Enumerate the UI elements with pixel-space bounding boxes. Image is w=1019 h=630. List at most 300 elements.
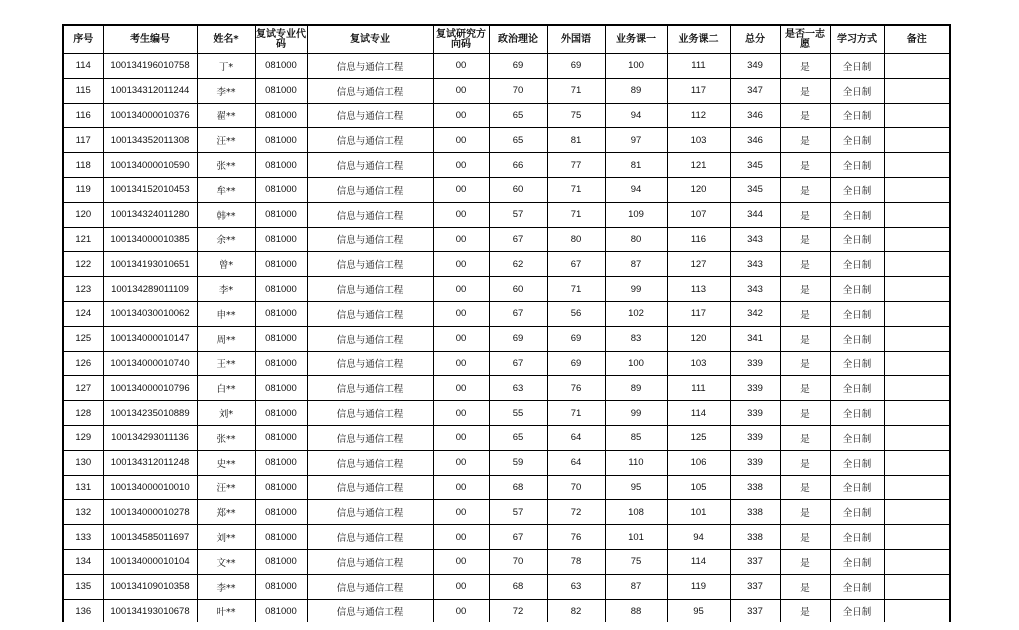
cell-major-code: 081000 <box>255 128 307 153</box>
cell-politics: 70 <box>489 549 547 574</box>
cell-course2: 114 <box>667 549 730 574</box>
table-row <box>63 252 950 277</box>
cell-politics: 60 <box>489 177 547 202</box>
cell-major: 信息与通信工程 <box>307 326 433 351</box>
cell-seq: 121 <box>63 227 103 252</box>
cell-politics: 57 <box>489 202 547 227</box>
cell-major: 信息与通信工程 <box>307 54 433 79</box>
cell-exam-no: 100134289011109 <box>103 277 197 302</box>
cell-seq: 129 <box>63 425 103 450</box>
cell-foreign: 80 <box>547 227 605 252</box>
cell-major: 信息与通信工程 <box>307 574 433 599</box>
cell-major: 信息与通信工程 <box>307 376 433 401</box>
cell-politics: 62 <box>489 252 547 277</box>
cell-study-mode: 全日制 <box>830 177 884 202</box>
cell-total: 346 <box>730 103 780 128</box>
cell-course2: 112 <box>667 103 730 128</box>
cell-remark <box>884 599 950 624</box>
cell-seq: 122 <box>63 252 103 277</box>
cell-study-mode: 全日制 <box>830 301 884 326</box>
cell-politics: 66 <box>489 153 547 178</box>
cell-direction: 00 <box>433 326 489 351</box>
cell-major-code: 081000 <box>255 425 307 450</box>
cell-first-choice: 是 <box>780 574 830 599</box>
cell-course2: 125 <box>667 425 730 450</box>
table-header <box>63 25 950 54</box>
cell-remark <box>884 574 950 599</box>
cell-course2: 120 <box>667 326 730 351</box>
cell-first-choice: 是 <box>780 376 830 401</box>
cell-politics: 67 <box>489 351 547 376</box>
table-row <box>63 549 950 574</box>
cell-direction: 00 <box>433 54 489 79</box>
cell-seq: 124 <box>63 301 103 326</box>
table-row <box>63 574 950 599</box>
cell-course1: 94 <box>605 103 667 128</box>
cell-exam-no: 100134352011308 <box>103 128 197 153</box>
cell-seq: 119 <box>63 177 103 202</box>
cell-course1: 95 <box>605 475 667 500</box>
cell-exam-no: 100134324011280 <box>103 202 197 227</box>
cell-total: 339 <box>730 376 780 401</box>
cell-study-mode: 全日制 <box>830 574 884 599</box>
cell-course1: 87 <box>605 574 667 599</box>
cell-course2: 103 <box>667 128 730 153</box>
cell-direction: 00 <box>433 599 489 624</box>
cell-course1: 88 <box>605 599 667 624</box>
cell-name: 汪** <box>197 128 255 153</box>
cell-major-code: 081000 <box>255 326 307 351</box>
cell-course1: 109 <box>605 202 667 227</box>
cell-course2: 111 <box>667 376 730 401</box>
score-sheet <box>62 24 949 625</box>
cell-study-mode: 全日制 <box>830 153 884 178</box>
cell-remark <box>884 103 950 128</box>
cell-course2: 113 <box>667 277 730 302</box>
cell-major: 信息与通信工程 <box>307 401 433 426</box>
cell-major-code: 081000 <box>255 78 307 103</box>
cell-foreign: 72 <box>547 500 605 525</box>
cell-exam-no: 100134235010889 <box>103 401 197 426</box>
cell-foreign: 69 <box>547 351 605 376</box>
table-row <box>63 153 950 178</box>
cell-study-mode: 全日制 <box>830 351 884 376</box>
table-row <box>63 103 950 128</box>
cell-exam-no: 100134152010453 <box>103 177 197 202</box>
column-header-course1: 业务课一 <box>605 25 667 54</box>
cell-seq: 135 <box>63 574 103 599</box>
column-header-study-mode: 学习方式 <box>830 25 884 54</box>
cell-major: 信息与通信工程 <box>307 277 433 302</box>
cell-foreign: 81 <box>547 128 605 153</box>
cell-total: 342 <box>730 301 780 326</box>
cell-major: 信息与通信工程 <box>307 599 433 624</box>
cell-foreign: 69 <box>547 54 605 79</box>
cell-remark <box>884 500 950 525</box>
cell-foreign: 64 <box>547 450 605 475</box>
cell-first-choice: 是 <box>780 227 830 252</box>
cell-exam-no: 100134000010385 <box>103 227 197 252</box>
cell-name: 张** <box>197 425 255 450</box>
cell-major: 信息与通信工程 <box>307 549 433 574</box>
cell-politics: 55 <box>489 401 547 426</box>
cell-major: 信息与通信工程 <box>307 103 433 128</box>
cell-exam-no: 100134193010678 <box>103 599 197 624</box>
cell-seq: 128 <box>63 401 103 426</box>
cell-seq: 132 <box>63 500 103 525</box>
table-row <box>63 277 950 302</box>
cell-course2: 111 <box>667 54 730 79</box>
cell-course1: 89 <box>605 376 667 401</box>
table-body <box>63 54 950 625</box>
cell-name: 丁* <box>197 54 255 79</box>
cell-direction: 00 <box>433 128 489 153</box>
cell-politics: 69 <box>489 326 547 351</box>
cell-seq: 130 <box>63 450 103 475</box>
table-row <box>63 376 950 401</box>
cell-first-choice: 是 <box>780 277 830 302</box>
cell-seq: 117 <box>63 128 103 153</box>
cell-politics: 65 <box>489 425 547 450</box>
cell-politics: 67 <box>489 525 547 550</box>
header-row <box>63 25 950 54</box>
cell-foreign: 78 <box>547 549 605 574</box>
cell-first-choice: 是 <box>780 351 830 376</box>
cell-course1: 99 <box>605 277 667 302</box>
cell-major-code: 081000 <box>255 252 307 277</box>
table-row <box>63 475 950 500</box>
cell-total: 337 <box>730 549 780 574</box>
cell-direction: 00 <box>433 525 489 550</box>
cell-exam-no: 100134000010010 <box>103 475 197 500</box>
cell-name: 文** <box>197 549 255 574</box>
cell-foreign: 71 <box>547 401 605 426</box>
cell-direction: 00 <box>433 202 489 227</box>
cell-name: 周** <box>197 326 255 351</box>
cell-exam-no: 100134293011136 <box>103 425 197 450</box>
table-row <box>63 401 950 426</box>
cell-total: 343 <box>730 227 780 252</box>
cell-exam-no: 100134000010740 <box>103 351 197 376</box>
cell-direction: 00 <box>433 177 489 202</box>
cell-direction: 00 <box>433 549 489 574</box>
cell-name: 郑** <box>197 500 255 525</box>
cell-major-code: 081000 <box>255 277 307 302</box>
cell-study-mode: 全日制 <box>830 227 884 252</box>
cell-remark <box>884 475 950 500</box>
cell-politics: 65 <box>489 128 547 153</box>
cell-course1: 99 <box>605 401 667 426</box>
cell-seq: 127 <box>63 376 103 401</box>
cell-total: 341 <box>730 326 780 351</box>
cell-direction: 00 <box>433 450 489 475</box>
cell-direction: 00 <box>433 500 489 525</box>
cell-seq: 118 <box>63 153 103 178</box>
cell-major: 信息与通信工程 <box>307 153 433 178</box>
cell-major: 信息与通信工程 <box>307 227 433 252</box>
cell-course1: 75 <box>605 549 667 574</box>
cell-major: 信息与通信工程 <box>307 475 433 500</box>
cell-politics: 65 <box>489 103 547 128</box>
cell-course1: 101 <box>605 525 667 550</box>
cell-name: 王** <box>197 351 255 376</box>
cell-foreign: 82 <box>547 599 605 624</box>
cell-name: 李* <box>197 277 255 302</box>
cell-remark <box>884 128 950 153</box>
cell-name: 史** <box>197 450 255 475</box>
cell-course2: 106 <box>667 450 730 475</box>
cell-name: 张** <box>197 153 255 178</box>
cell-seq: 131 <box>63 475 103 500</box>
cell-course2: 121 <box>667 153 730 178</box>
cell-total: 339 <box>730 425 780 450</box>
table-row <box>63 351 950 376</box>
cell-major: 信息与通信工程 <box>307 301 433 326</box>
cell-remark <box>884 78 950 103</box>
cell-exam-no: 100134000010796 <box>103 376 197 401</box>
cell-major: 信息与通信工程 <box>307 525 433 550</box>
cell-total: 339 <box>730 450 780 475</box>
cell-foreign: 71 <box>547 277 605 302</box>
cell-total: 337 <box>730 599 780 624</box>
cell-course2: 114 <box>667 401 730 426</box>
cell-exam-no: 100134000010147 <box>103 326 197 351</box>
cell-remark <box>884 376 950 401</box>
cell-study-mode: 全日制 <box>830 252 884 277</box>
cell-course1: 100 <box>605 54 667 79</box>
cell-exam-no: 100134000010590 <box>103 153 197 178</box>
column-header-foreign: 外国语 <box>547 25 605 54</box>
cell-total: 338 <box>730 525 780 550</box>
cell-exam-no: 100134312011244 <box>103 78 197 103</box>
cell-course1: 80 <box>605 227 667 252</box>
cell-first-choice: 是 <box>780 78 830 103</box>
cell-remark <box>884 54 950 79</box>
column-header-direction: 复试研究方向码 <box>433 25 489 54</box>
cell-first-choice: 是 <box>780 599 830 624</box>
cell-foreign: 76 <box>547 525 605 550</box>
cell-major: 信息与通信工程 <box>307 202 433 227</box>
cell-politics: 63 <box>489 376 547 401</box>
cell-foreign: 71 <box>547 177 605 202</box>
cell-major: 信息与通信工程 <box>307 450 433 475</box>
table-row <box>63 301 950 326</box>
cell-direction: 00 <box>433 425 489 450</box>
cell-seq: 120 <box>63 202 103 227</box>
page-bottom-margin <box>0 622 1019 630</box>
column-header-major-code: 复试专业代码 <box>255 25 307 54</box>
cell-remark <box>884 351 950 376</box>
cell-name: 白** <box>197 376 255 401</box>
table-row <box>63 54 950 79</box>
cell-exam-no: 100134000010278 <box>103 500 197 525</box>
cell-name: 刘** <box>197 525 255 550</box>
cell-major-code: 081000 <box>255 177 307 202</box>
cell-major: 信息与通信工程 <box>307 128 433 153</box>
column-header-major: 复试专业 <box>307 25 433 54</box>
cell-major: 信息与通信工程 <box>307 351 433 376</box>
cell-remark <box>884 277 950 302</box>
cell-study-mode: 全日制 <box>830 450 884 475</box>
cell-first-choice: 是 <box>780 202 830 227</box>
cell-remark <box>884 525 950 550</box>
column-header-name: 姓名* <box>197 25 255 54</box>
cell-politics: 67 <box>489 227 547 252</box>
cell-foreign: 70 <box>547 475 605 500</box>
cell-name: 韩** <box>197 202 255 227</box>
cell-direction: 00 <box>433 401 489 426</box>
cell-name: 李** <box>197 78 255 103</box>
cell-major-code: 081000 <box>255 500 307 525</box>
cell-foreign: 69 <box>547 326 605 351</box>
table-row <box>63 599 950 624</box>
cell-exam-no: 100134312011248 <box>103 450 197 475</box>
cell-seq: 126 <box>63 351 103 376</box>
table-row <box>63 425 950 450</box>
cell-first-choice: 是 <box>780 425 830 450</box>
cell-remark <box>884 401 950 426</box>
cell-total: 339 <box>730 351 780 376</box>
cell-course1: 108 <box>605 500 667 525</box>
cell-seq: 114 <box>63 54 103 79</box>
cell-course2: 101 <box>667 500 730 525</box>
column-header-remark: 备注 <box>884 25 950 54</box>
cell-politics: 60 <box>489 277 547 302</box>
cell-first-choice: 是 <box>780 54 830 79</box>
cell-major-code: 081000 <box>255 301 307 326</box>
cell-total: 343 <box>730 252 780 277</box>
cell-politics: 57 <box>489 500 547 525</box>
cell-foreign: 75 <box>547 103 605 128</box>
column-header-exam-no: 考生编号 <box>103 25 197 54</box>
cell-seq: 133 <box>63 525 103 550</box>
cell-major: 信息与通信工程 <box>307 252 433 277</box>
cell-remark <box>884 252 950 277</box>
cell-study-mode: 全日制 <box>830 401 884 426</box>
cell-first-choice: 是 <box>780 401 830 426</box>
cell-politics: 59 <box>489 450 547 475</box>
cell-major-code: 081000 <box>255 54 307 79</box>
cell-first-choice: 是 <box>780 549 830 574</box>
cell-first-choice: 是 <box>780 128 830 153</box>
cell-first-choice: 是 <box>780 450 830 475</box>
cell-exam-no: 100134000010104 <box>103 549 197 574</box>
cell-name: 叶** <box>197 599 255 624</box>
cell-total: 346 <box>730 128 780 153</box>
cell-politics: 72 <box>489 599 547 624</box>
cell-politics: 68 <box>489 475 547 500</box>
table-row <box>63 177 950 202</box>
cell-major-code: 081000 <box>255 450 307 475</box>
cell-first-choice: 是 <box>780 103 830 128</box>
cell-exam-no: 100134030010062 <box>103 301 197 326</box>
cell-remark <box>884 227 950 252</box>
cell-foreign: 77 <box>547 153 605 178</box>
cell-seq: 115 <box>63 78 103 103</box>
cell-exam-no: 100134193010651 <box>103 252 197 277</box>
cell-course2: 107 <box>667 202 730 227</box>
cell-course2: 127 <box>667 252 730 277</box>
cell-seq: 125 <box>63 326 103 351</box>
cell-major: 信息与通信工程 <box>307 78 433 103</box>
cell-course1: 100 <box>605 351 667 376</box>
cell-course1: 94 <box>605 177 667 202</box>
cell-course1: 102 <box>605 301 667 326</box>
table-row <box>63 450 950 475</box>
cell-course2: 116 <box>667 227 730 252</box>
cell-direction: 00 <box>433 78 489 103</box>
cell-first-choice: 是 <box>780 301 830 326</box>
cell-major-code: 081000 <box>255 525 307 550</box>
cell-name: 余** <box>197 227 255 252</box>
cell-name: 刘* <box>197 401 255 426</box>
cell-direction: 00 <box>433 351 489 376</box>
cell-direction: 00 <box>433 376 489 401</box>
cell-total: 347 <box>730 78 780 103</box>
cell-study-mode: 全日制 <box>830 500 884 525</box>
cell-major-code: 081000 <box>255 202 307 227</box>
cell-remark <box>884 425 950 450</box>
cell-course2: 94 <box>667 525 730 550</box>
cell-major-code: 081000 <box>255 153 307 178</box>
cell-total: 345 <box>730 153 780 178</box>
cell-remark <box>884 301 950 326</box>
cell-total: 339 <box>730 401 780 426</box>
cell-direction: 00 <box>433 475 489 500</box>
cell-foreign: 64 <box>547 425 605 450</box>
cell-study-mode: 全日制 <box>830 475 884 500</box>
cell-name: 汪** <box>197 475 255 500</box>
column-header-politics: 政治理论 <box>489 25 547 54</box>
cell-remark <box>884 549 950 574</box>
cell-course2: 120 <box>667 177 730 202</box>
cell-total: 343 <box>730 277 780 302</box>
cell-total: 338 <box>730 500 780 525</box>
cell-course1: 85 <box>605 425 667 450</box>
cell-direction: 00 <box>433 103 489 128</box>
cell-major-code: 081000 <box>255 376 307 401</box>
cell-major-code: 081000 <box>255 599 307 624</box>
cell-foreign: 67 <box>547 252 605 277</box>
cell-name: 翟** <box>197 103 255 128</box>
cell-course2: 95 <box>667 599 730 624</box>
cell-name: 牟** <box>197 177 255 202</box>
cell-name: 李** <box>197 574 255 599</box>
cell-exam-no: 100134196010758 <box>103 54 197 79</box>
cell-foreign: 76 <box>547 376 605 401</box>
cell-name: 曾* <box>197 252 255 277</box>
cell-study-mode: 全日制 <box>830 525 884 550</box>
cell-total: 337 <box>730 574 780 599</box>
cell-foreign: 63 <box>547 574 605 599</box>
column-header-total: 总分 <box>730 25 780 54</box>
cell-course1: 97 <box>605 128 667 153</box>
cell-first-choice: 是 <box>780 326 830 351</box>
cell-course2: 117 <box>667 78 730 103</box>
cell-first-choice: 是 <box>780 177 830 202</box>
score-table <box>62 24 951 625</box>
cell-direction: 00 <box>433 227 489 252</box>
column-header-seq: 序号 <box>63 25 103 54</box>
cell-course1: 83 <box>605 326 667 351</box>
cell-study-mode: 全日制 <box>830 103 884 128</box>
cell-study-mode: 全日制 <box>830 599 884 624</box>
cell-major-code: 081000 <box>255 351 307 376</box>
cell-study-mode: 全日制 <box>830 549 884 574</box>
cell-study-mode: 全日制 <box>830 78 884 103</box>
cell-direction: 00 <box>433 301 489 326</box>
cell-seq: 116 <box>63 103 103 128</box>
